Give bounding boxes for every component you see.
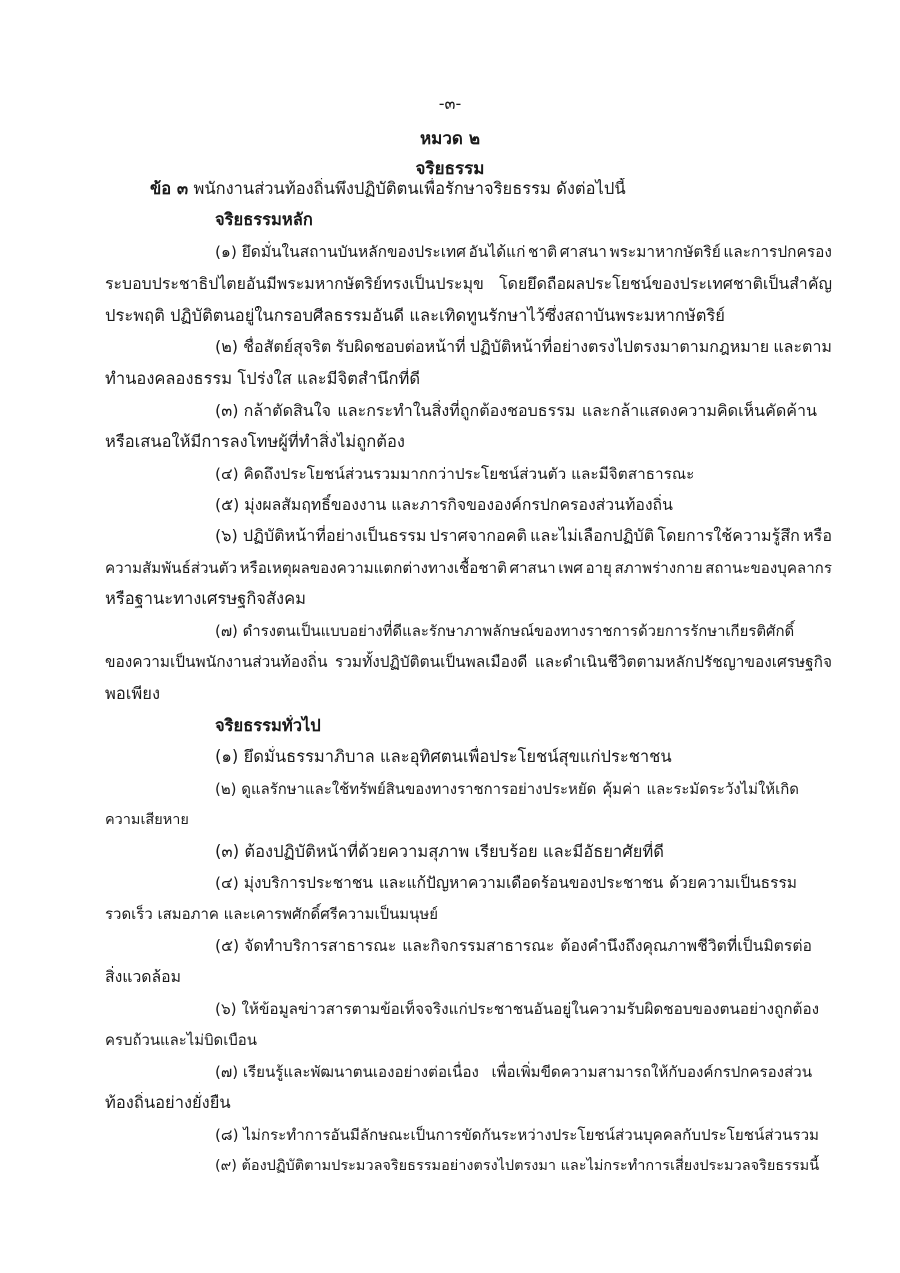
core-line-12 [105,588,310,610]
text-segment: (๖) ให้ข้อมูลข่าวสารตามข้อเท็จจริงแก่ประชาชนอันอยู่ในความรับผิดชอบของตนอย่างถูกต้อง [215,1000,820,1018]
text-segment: และไม่เลือกปฏิบัติ [530,526,655,545]
text-segment: หรือเสนอให้มีการลงโทษผู้ที่ทำสิ่งไม่ถูกต้อง [105,432,405,451]
text-segment: พอเพียง [105,684,161,703]
general-line-5 [215,872,797,894]
core-line-14 [105,651,832,673]
text-segment: หรือ [803,526,832,545]
text-segment: และแก้ปัญหาความเดือดร้อนของประชาชน [378,874,664,892]
core-line-11 [105,557,832,579]
chapter-heading: หมวด ๒ [419,129,481,149]
text-segment: ความเสียหาย [105,812,189,828]
core-line-5 [105,368,445,390]
core-line-8 [215,463,705,485]
text-segment: (๓) กล้าตัดสินใจ [215,401,331,420]
core-line-7 [105,431,442,453]
text-segment: อันได้แก่ [468,243,526,261]
text-segment: คุ้มค่า [602,780,641,798]
text-segment: ท้องถิ่นอย่างยั่งยืน [105,1093,231,1112]
text-segment: ศาสนา [509,559,556,577]
general-line-4 [215,841,685,863]
text-segment: ปฏิบัติหน้าที่อย่างตรงไปตรงมาตามกฎหมาย [469,337,770,356]
text-segment: (๑) ยึดมั่นธรรมาภิบาล และอุทิศตนเพื่อประโยชน์สุขแก่ประชาชน [215,747,672,766]
core-line-13 [215,620,807,642]
text-segment: สถานะของบุคลากร [705,559,832,577]
page-number: -๓- [438,94,462,113]
text-segment: รวมทั้งปฏิบัติตนเป็นพลเมืองดี [335,653,528,671]
chapter-title: จริยธรรม [415,159,485,179]
text-segment: (๗) ดำรงตนเป็นแบบอย่างที่ดีและรักษาภาพลักษณ์ของทางราชการด้วยการรักษาเกียรติศักดิ์ [215,622,795,640]
text-segment: หรือเหตุผลของความแตกต่างทางเชื้อชาติ [239,559,507,577]
text-segment: รวดเร็ว เสมอภาค และเคารพศักดิ์ศรีความเป็นมนุษย์ [105,905,439,923]
general-line-12 [105,1092,253,1114]
general-line-14 [215,1155,832,1177]
general-line-3 [105,809,191,831]
text-segment: ปฏิบัติตนอยู่ในกรอบศีลธรรมอันดี [170,306,405,325]
text-segment: สภาพร่างกาย [614,559,703,577]
article-3 [150,178,626,200]
general-line-7 [215,935,812,957]
text-segment: (๔) มุ่งบริการประชาชน [215,874,373,892]
text-segment: ระบอบประชาธิปไตยอันมีพระมหากษัตริย์ทรงเป็นประมุข [105,274,484,293]
general-line-11 [215,1061,812,1083]
text-segment: ต้องคำนึงถึงคุณภาพชีวิตที่เป็นมิตรต่อ [560,936,812,955]
text-segment: สิ่งแวดล้อม [105,967,182,986]
core-line-4 [215,336,832,358]
text-segment: ความสัมพันธ์ส่วนตัว [105,559,238,577]
core-line-9 [215,494,683,516]
text-segment: (๘) ไม่กระทำการอันมีลักษณะเป็นการขัดกันระหว่างประโยชน์ส่วนบุคคลกับประโยชน์ส่วนรวม [215,1126,820,1144]
general-line-13 [215,1124,832,1146]
text-segment: (๒) ชื่อสัตย์สุจริต [215,337,332,356]
text-segment: และดำเนินชีวิตตามหลักปรัชญาของเศรษฐกิจ [534,653,832,671]
text-segment: เพื่อเพิ่มขีดความสามารถให้กับองค์กรปกครองส่วน [491,1063,812,1081]
general-line-6 [105,903,445,925]
text-segment: และกล้าแสดงความคิดเห็นคัดค้าน [581,401,817,420]
article-label: ข้อ ๓ [150,179,189,198]
general-ethics-heading: จริยธรรมทั่วไป [215,716,321,735]
text-segment: และเทิดทูนรักษาไว้ซึ่งสถาบันพระมหากษัตริย์ [409,306,725,325]
text-segment: ประพฤติ [105,306,165,325]
text-segment: (๙) ต้องปฏิบัติตามประมวลจริยธรรมอย่างตรงไปตรงมา และไม่กระทำการเสี่ยงประมวลจริยธรรมนี้ [215,1158,820,1174]
text-segment: หรือฐานะทางเศรษฐกิจสังคม [105,589,307,608]
text-segment: (๑) ยึดมั่นในสถานบันหลักของประเทศ [215,243,466,261]
text-segment: รับผิดชอบต่อหน้าที่ [335,337,466,356]
text-segment: โดยการใช้ความรู้สึก [657,526,800,545]
general-line-8 [105,966,183,988]
core-line-10 [215,525,832,547]
text-segment: (๒) ดูแลรักษาและใช้ทรัพย์สินของทางราชการอย่างประหยัด [215,780,597,798]
text-segment: โดยยึดถือผลประโยชน์ของประเทศชาติเป็นสำคัญ [499,274,832,293]
text-segment: (๗) เรียนรู้และพัฒนาตนเองอย่างต่อเนื่อง [215,1063,479,1081]
text-segment: (๓) ต้องปฏิบัติหน้าที่ด้วยความสุภาพ เรียบร้อย และมีอัธยาศัยที่ดี [215,842,665,861]
core-ethics-heading: จริยธรรมหลัก [215,210,313,229]
text-segment: ด้วยความเป็นธรรม [669,874,797,892]
text-segment: พระมาหากษัตริย์ [609,243,721,261]
core-line-2 [105,273,832,295]
text-segment: ชาติ [528,243,558,261]
text-segment: และกิจกรรมสาธารณะ [402,936,555,955]
general-line-9 [215,998,832,1020]
text-segment: และกระทำในสิ่งที่ถูกต้องชอบธรรม [337,401,576,420]
text-segment: ครบถ้วนและไม่บิดเบือน [105,1031,257,1049]
core-line-1 [215,241,832,263]
core-line-15 [105,683,167,705]
text-segment: ศาสนา [559,243,607,261]
general-line-1 [215,746,687,768]
general-line-10 [105,1029,260,1051]
text-segment: ทำนองคลองธรรม โปร่งใส และมีจิตสำนึกที่ดี [105,369,421,388]
text-segment: (๕) จัดทำบริการสาธารณะ [215,936,397,955]
text-segment: และตาม [773,337,832,356]
text-segment: ของความเป็นพนักงานส่วนท้องถิ่น [105,653,328,671]
general-line-2 [215,778,799,800]
article-text: พนักงานส่วนท้องถิ่นพึงปฏิบัติตนเพื่อรักษาจริยธรรม ดังต่อไปนี้ [193,179,626,198]
text-segment: อายุ [585,559,612,577]
text-segment: และการปกครอง [723,243,832,261]
text-segment: และระมัดระวังไม่ให้เกิด [646,780,799,798]
text-segment: ปราศจากอคติ [429,526,527,545]
text-segment: (๕) มุ่งผลสัมฤทธิ์ของงาน และภารกิจขององค์กรปกครองส่วนท้องถิ่น [215,495,673,514]
text-segment: (๔) คิดถึงประโยชน์ส่วนรวมมากกว่าประโยชน์ส่วนตัว และมีจิตสาธารณะ [215,465,695,483]
core-line-6 [215,400,817,422]
core-line-3 [105,305,725,327]
text-segment: เพศ [558,559,583,577]
text-segment: (๖) ปฏิบัติหน้าที่อย่างเป็นธรรม [215,526,427,545]
